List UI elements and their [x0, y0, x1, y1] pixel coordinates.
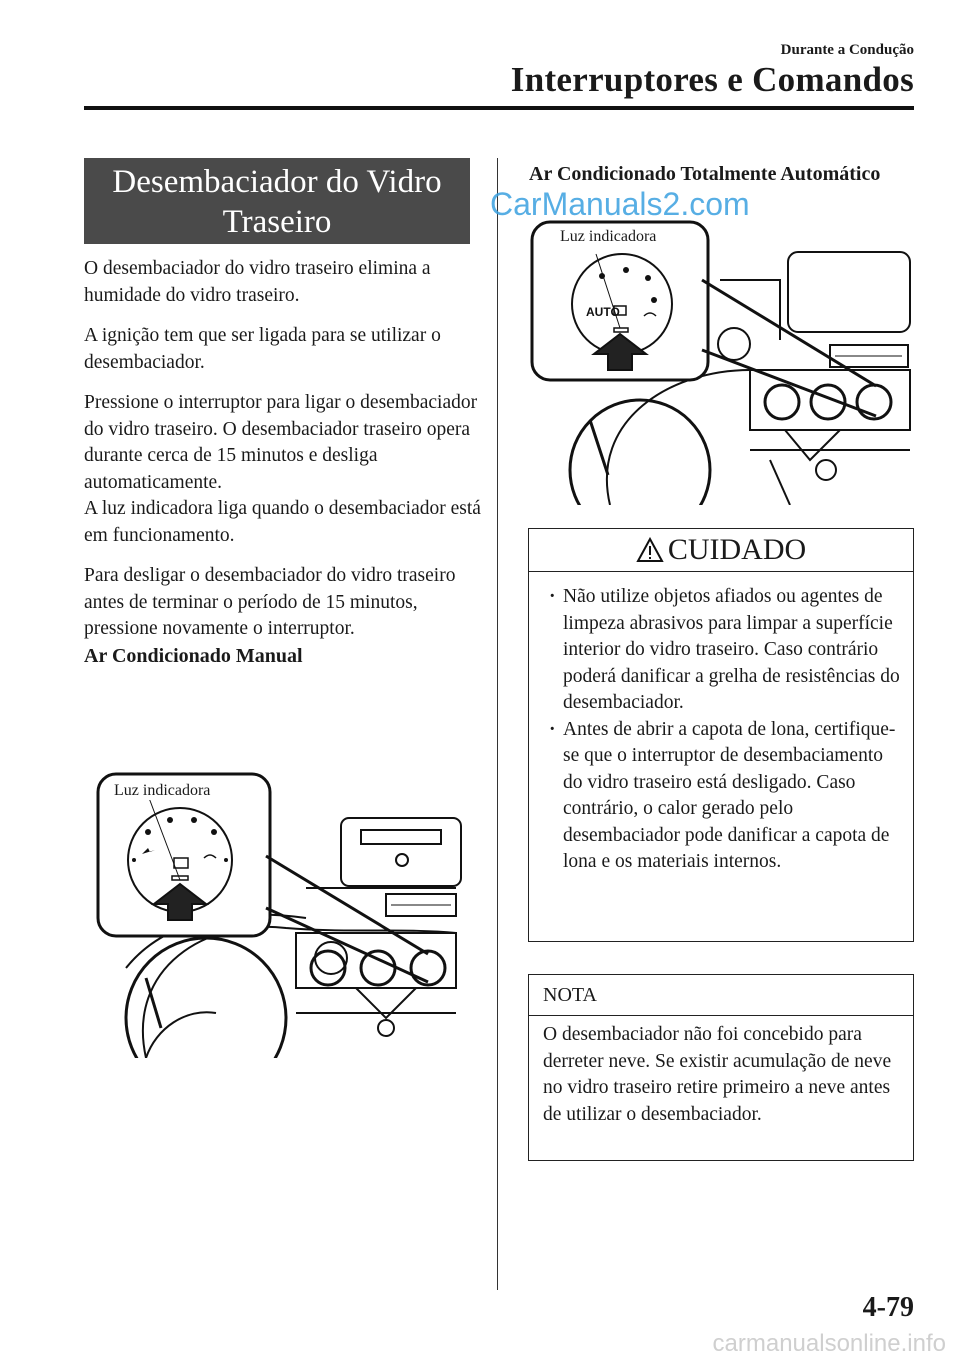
- section-title-line2: Traseiro: [222, 204, 332, 240]
- paragraph-3b: A luz indicadora liga quando o desembaciador está em funcionamento.: [84, 498, 481, 546]
- manual-ac-illustration: [86, 768, 466, 1058]
- automatic-ac-heading: Ar Condicionado Totalmente Automático: [529, 163, 881, 185]
- paragraph-1: O desembaciador do vidro traseiro elimina a humidade do vidro traseiro.: [84, 258, 431, 306]
- left-column-text: [84, 256, 484, 669]
- automatic-indicator-label: Luz indicadora: [560, 228, 657, 245]
- column-divider: [497, 158, 498, 1290]
- section-title-box: [84, 158, 470, 244]
- automatic-ac-figure: [530, 220, 914, 505]
- manual-ac-figure: [86, 768, 466, 1058]
- caution-box: [528, 528, 914, 942]
- caution-title: CUIDADO: [667, 533, 807, 566]
- note-box: [528, 974, 914, 1161]
- page-number: 4-79: [862, 1292, 914, 1323]
- manual-ac-heading: Ar Condicionado Manual: [84, 644, 303, 667]
- watermark-top: CarManuals2.com: [490, 186, 750, 222]
- warning-triangle-icon: [636, 537, 664, 563]
- caution-header: [529, 529, 913, 572]
- paragraph-3a: Pressione o interruptor para ligar o desembaciador do vidro traseiro. O desembaciador traseiro opera durante cerca de 15 minutos e desliga automaticamente.: [84, 392, 478, 493]
- automatic-ac-illustration: [530, 220, 914, 505]
- paragraph-2: A ignição tem que ser ligada para se utilizar o desembaciador.: [84, 325, 441, 373]
- header-rule: [84, 106, 914, 110]
- caution-list: [529, 572, 913, 876]
- note-text: O desembaciador não foi concebido para derreter neve. Se existir acumulação de neve no vidro traseiro retire primeiro a neve antes de utilizar o desembaciador.: [543, 1024, 892, 1125]
- note-title: NOTA: [529, 975, 913, 1016]
- caution-item-2: · Antes de abrir a capota de lona, certifique-se que o interruptor de desembaciamento do vidro traseiro está desligado. Caso contrário, o calor gerado pelo desembaciador pode danificar a capota de lona e os materiais internos.: [563, 717, 901, 876]
- paragraph-4: Para desligar o desembaciador do vidro traseiro antes de terminar o período de 15 minutos, pressione novamente o interruptor.: [84, 565, 456, 639]
- section-title-line1: Desembaciador do Vidro: [112, 164, 442, 200]
- caution-item-1: · Não utilize objetos afiados ou agentes de limpeza abrasivos para limpar a superfície interior do vidro traseiro. Caso contrário poderá danificar a grelha de resistências do desembaciador.: [563, 584, 901, 717]
- auto-dial-text: AUTO: [586, 305, 620, 319]
- manual-indicator-label: Luz indicadora: [114, 782, 211, 799]
- page-header-title: Interruptores e Comandos: [510, 60, 914, 99]
- watermark-bottom: carmanualsonline.info: [712, 1330, 946, 1357]
- chapter-label: Durante a Condução: [780, 42, 914, 58]
